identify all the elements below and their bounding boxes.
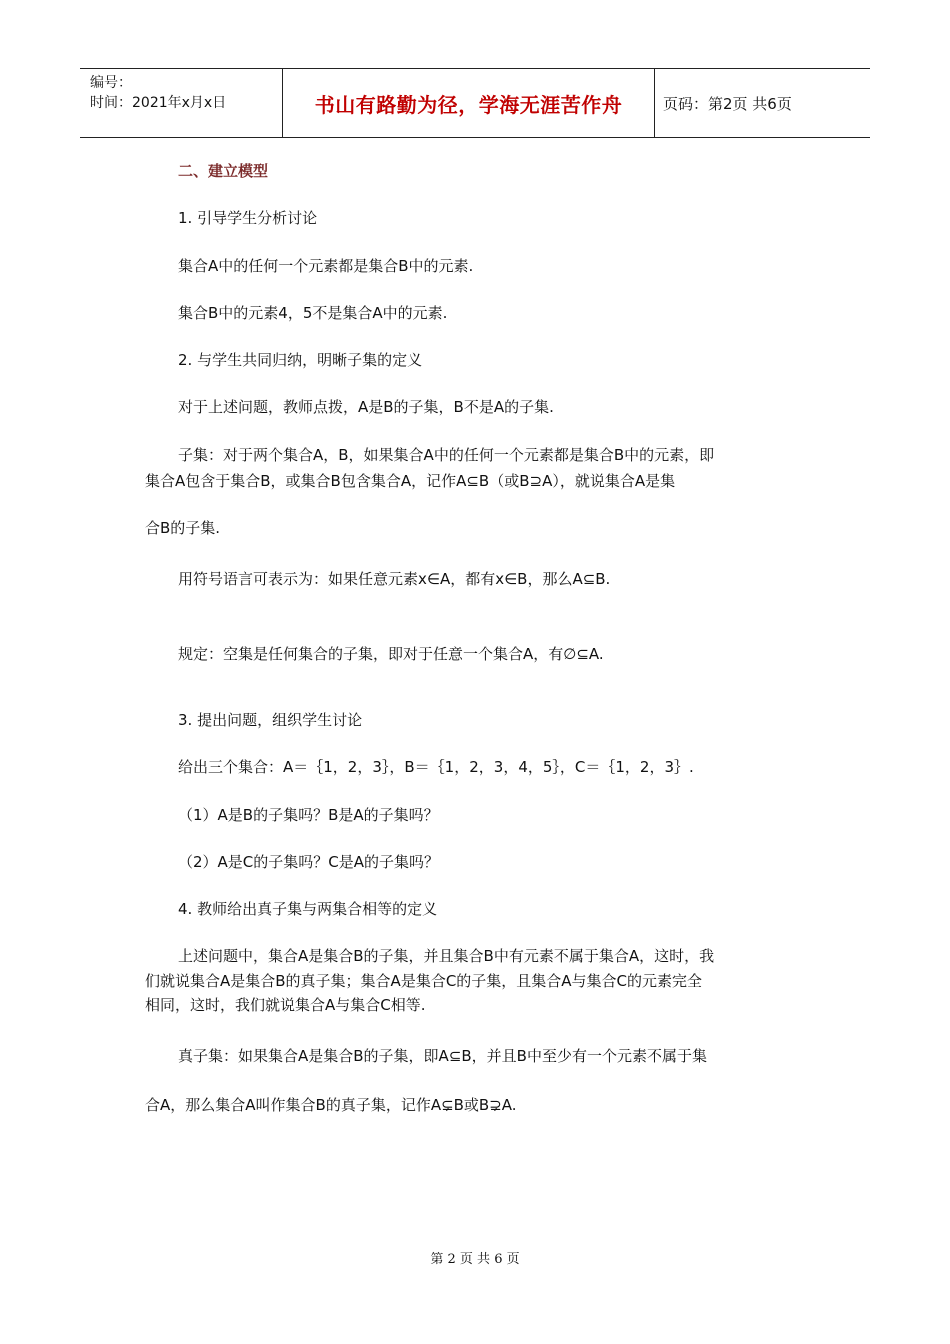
- section-heading: 二、建立模型: [178, 162, 269, 180]
- subset-definition-line3: 合B的子集.: [145, 519, 221, 537]
- symbolic-expression: 用符号语言可表示为：如果任意元素x∈A，都有x∈B，那么A⊆B.: [178, 570, 611, 588]
- item4-title: 4. 教师给出真子集与两集合相等的定义: [178, 900, 438, 918]
- subset-definition-line2: 集合A包含于集合B，或集合B包含集合A，记作A⊆B（或B⊇A），就说集合A是集: [145, 472, 676, 490]
- motto: 书山有路勤为径，学海无涯苦作舟: [314, 92, 623, 117]
- header-motto-cell: [282, 69, 655, 137]
- item1-line1: 集合A中的任何一个元素都是集合B中的元素.: [178, 257, 474, 275]
- item3-question1: （1）A是B的子集吗？B是A的子集吗？: [178, 806, 439, 824]
- item2-title: 2. 与学生共同归纳，明晰子集的定义: [178, 351, 423, 369]
- item1-line2: 集合B中的元素4，5不是集合A中的元素.: [178, 304, 448, 322]
- serial-label: 编号：: [90, 75, 132, 91]
- proper-subset-definition-line1: 真子集：如果集合A是集合B的子集，即A⊆B，并且B中至少有一个元素不属于集: [178, 1047, 707, 1065]
- item3-sets: 给出三个集合：A＝｛1，2，3｝，B＝｛1，2，3，4，5｝，C＝｛1，2，3｝.: [178, 758, 694, 776]
- item3-title: 3. 提出问题，组织学生讨论: [178, 711, 363, 729]
- item3-question2: （2）A是C的子集吗？C是A的子集吗？: [178, 853, 440, 871]
- subset-definition-line1: 子集：对于两个集合A，B，如果集合A中的任何一个元素都是集合B中的元素，即: [178, 446, 715, 464]
- item1-title: 1. 引导学生分析讨论: [178, 209, 318, 227]
- page-header: [80, 68, 870, 138]
- proper-subset-definition-line2: 合A，那么集合A叫作集合B的真子集，记作A⊊B或B⊋A.: [145, 1096, 517, 1114]
- item4-paragraph-line3: 相同，这时，我们就说集合A与集合C相等.: [145, 996, 426, 1014]
- header-page-info-cell: [655, 69, 870, 137]
- header-meta: [80, 69, 282, 137]
- item2-line1: 对于上述问题，教师点拨，A是B的子集，B不是A的子集.: [178, 398, 554, 416]
- empty-set-rule: 规定：空集是任何集合的子集，即对于任意一个集合A，有∅⊆A.: [178, 645, 604, 663]
- item4-paragraph-line1: 上述问题中，集合A是集合B的子集，并且集合B中有元素不属于集合A，这时，我: [178, 947, 715, 965]
- item4-paragraph-line2: 们就说集合A是集合B的真子集；集合A是集合C的子集，且集合A与集合C的元素完全: [145, 972, 703, 990]
- time-label: 时间：2021年x月x日: [90, 95, 227, 111]
- page-footer: 第 2 页 共 6 页: [430, 1252, 520, 1267]
- page-info: 页码：第2页 共6页: [663, 94, 792, 113]
